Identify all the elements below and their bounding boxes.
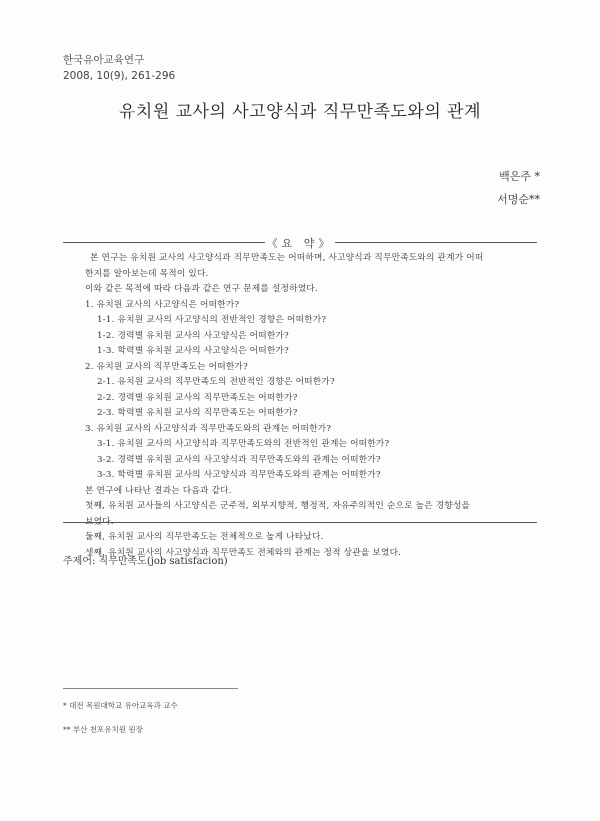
author-1: 백은주 * xyxy=(499,170,540,183)
abstract-line: 이와 같은 목적에 따라 다음과 같은 연구 문제를 설정하였다. xyxy=(85,284,318,294)
research-subquestion: 2-3. 학력별 유치원 교사의 직무만족도는 어떠한가? xyxy=(97,408,298,418)
footnotes xyxy=(63,694,178,742)
abstract-heading-label: 《요 약》 xyxy=(266,237,334,250)
footnote-divider xyxy=(63,688,238,689)
research-subquestion: 1-1. 유치원 교사의 사고양식의 전반적인 경향은 어떠한가? xyxy=(97,315,327,325)
author-list xyxy=(497,165,540,211)
journal-citation: 2008, 10(9), 261-296 xyxy=(63,70,176,82)
research-subquestion: 3-1. 유치원 교사의 사고양식과 직무만족도와의 전반적인 관계는 어떠한가? xyxy=(97,439,390,449)
abstract-line: 본 연구는 유치원 교사의 사고양식과 직무만족도는 어떠하며, 사고양식과 직무만족도와의 관계가 어떠 xyxy=(90,253,484,263)
abstract-line: 본 연구에 나타난 결과는 다음과 같다. xyxy=(85,485,232,496)
finding-continuation: 보였다. xyxy=(85,516,114,527)
research-subquestion: 1-3. 학력별 유치원 교사의 사고양식은 어떠한가? xyxy=(97,346,289,356)
research-subquestion: 1-2. 경력별 유치원 교사의 사고양식은 어떠한가? xyxy=(97,330,289,341)
research-subquestion: 2-1. 유치원 교사의 직무만족도의 전반적인 경향은 어떠한가? xyxy=(97,377,335,387)
abstract-body xyxy=(85,251,535,561)
journal-name: 한국유아교육연구 xyxy=(63,54,145,66)
finding: 둘째, 유치원 교사의 직무만족도는 전체적으로 높게 나타났다. xyxy=(85,532,324,542)
research-subquestion: 3-2. 경력별 유치원 교사의 사고양식과 직무만족도와의 관계는 어떠한가? xyxy=(97,454,381,465)
finding: 첫째, 유치원 교사들의 사고양식은 군주적, 외부지향적, 행정적, 자유주의적인 순으로 높은 경향성을 xyxy=(85,501,471,511)
author-2: 서명순** xyxy=(497,193,540,206)
research-subquestion: 2-2. 경력별 유치원 교사의 직무만족도는 어떠한가? xyxy=(97,392,298,403)
footnote-1: * 대전 목원대학교 유아교육과 교수 xyxy=(63,701,178,710)
keywords: 주제어: 직무만족도(job satisfacion) xyxy=(63,556,228,567)
abstract-line: 한지를 알아보는데 목적이 있다. xyxy=(85,268,209,279)
paper-title: 유치원 교사의 사고양식과 직무만족도와의 관계 xyxy=(118,102,482,122)
research-question: 2. 유치원 교사의 직무만족도는 어떠한가? xyxy=(85,361,248,372)
footnote-2: ** 부산 천포유치원 원장 xyxy=(63,725,143,734)
journal-info xyxy=(63,52,175,84)
abstract-bottom-rule xyxy=(63,522,537,523)
research-question: 1. 유치원 교사의 사고양식은 어떠한가? xyxy=(85,299,240,310)
abstract-rule-right xyxy=(335,242,537,243)
abstract-heading xyxy=(63,236,537,248)
research-subquestion: 3-3. 학력별 유치원 교사의 사고양식과 직무만족도와의 관계는 어떠한가? xyxy=(97,470,381,480)
research-question: 3. 유치원 교사의 사고양식과 직무만족도와의 관계는 어떠한가? xyxy=(85,423,332,434)
finding: 셋째, 유치원 교사의 사고양식과 직무만족도 전체와의 관계는 정적 상관을 보였다. xyxy=(85,547,402,558)
